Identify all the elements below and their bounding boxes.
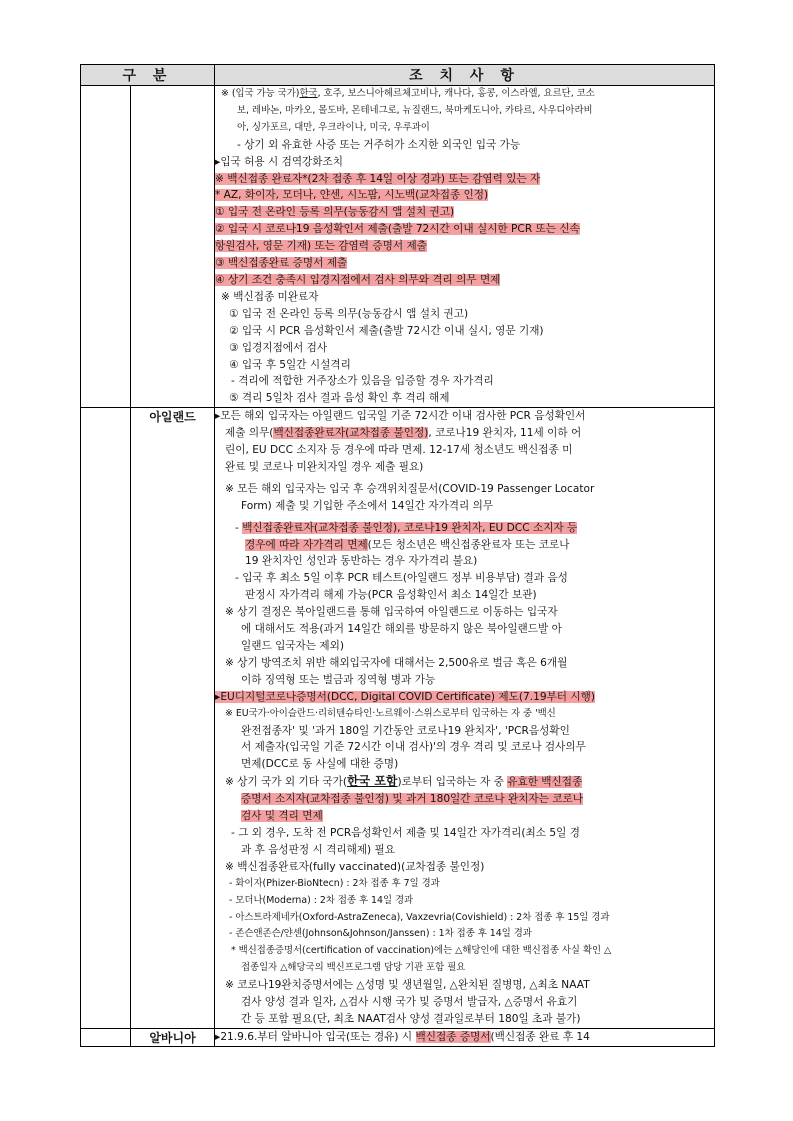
text-line [215, 408, 714, 425]
text-segment: - 상기 외 유효한 사증 또는 거주허가 소지한 외국인 입국 가능 [237, 138, 521, 151]
text-line [215, 255, 714, 272]
text-line [215, 842, 714, 859]
text-segment: ※ 상기 국가 외 기타 국가( [225, 776, 347, 789]
text-line [215, 1011, 714, 1028]
text-segment: , 호주, 보스니아헤르체고비나, 캐나다, 홍콩, 이스라엘, 요르단, 코소 [317, 88, 595, 99]
text-segment: 린이, EU DCC 소지자 등 경우에 따라 면제. 12-17세 청소년도 백신접종 미 [225, 444, 573, 457]
text-line [215, 221, 714, 238]
text-segment: 일랜드 입국자는 제외) [241, 640, 344, 652]
header-category: 구 분 [81, 65, 215, 86]
text-segment: ▸입국 허용 시 검역강화조치 [215, 155, 343, 168]
highlighted-text: ▸EU디지털코로나증명서(DCC, Digital COVID Certificate) 제도(7.19부터 시행) [215, 690, 596, 703]
text-line [215, 943, 714, 960]
text-segment: 면제(DCC로 동 사실에 대한 증명) [241, 758, 399, 771]
text-segment: - 그 외 경우, 도착 전 PCR음성확인서 제출 및 14일간 자가격리(최소 5일 경 [231, 826, 580, 839]
text-segment: 한국 포함 [346, 774, 398, 789]
text-segment: - [235, 521, 243, 534]
text-line [215, 672, 714, 689]
text-segment: - 모더나(Moderna) : 2차 접종 후 14일 경과 [229, 894, 414, 906]
text-segment: Form) 제출 및 기입한 주소에서 14일간 자가격리 의무 [241, 499, 494, 512]
country-cell [131, 86, 215, 408]
text-segment: ※ (입국 가능 국가) [221, 88, 300, 99]
text-line [215, 154, 714, 171]
country-cell: 아일랜드 [131, 408, 215, 1029]
text-line [215, 587, 714, 604]
text-segment: ② 입국 시 PCR 음성확인서 제출(출발 72시간 이내 실시, 영문 기재) [229, 324, 544, 337]
highlighted-text: 증명서 소지자(교차접종 불인정) 및 과거 180일간 코로나 완치자는 코로나 [241, 793, 583, 806]
highlighted-text: * AZ, 화이자, 모더나, 얀센, 시노팜, 시노백(교차접종 인정) [215, 189, 489, 202]
table-row [81, 408, 715, 1029]
text-line [215, 520, 714, 537]
text-line [215, 137, 714, 154]
text-segment: ※ 모든 해외 입국자는 입국 후 승객위치질문서(COVID-19 Passenger Locator [225, 482, 595, 495]
table-row [81, 1028, 715, 1046]
blank-cell [81, 1028, 131, 1046]
text-segment: (백신접종 완료 후 14 [490, 1030, 590, 1043]
text-line [215, 340, 714, 357]
highlighted-text: ※ 백신접종 완료자*(2차 접종 후 14일 이상 경과) 또는 감염력 있는 자 [215, 172, 541, 185]
highlighted-text: ③ 백신접종완료 증명서 제출 [215, 257, 348, 270]
text-line [215, 204, 714, 221]
blank-cell [81, 86, 131, 408]
text-segment: ④ 입국 후 5일간 시설격리 [229, 358, 351, 371]
text-line [215, 621, 714, 638]
text-line [215, 357, 714, 374]
highlighted-text: ① 입국 전 온라인 등록 의무(능동감시 앱 설치 권고) [215, 206, 455, 219]
text-line [215, 171, 714, 188]
text-line [215, 739, 714, 756]
text-segment: ▸모든 해외 입국자는 아일랜드 입국일 기준 72시간 이내 검사한 PCR 음성확인서 [215, 410, 586, 423]
text-line [215, 498, 714, 515]
text-line [215, 425, 714, 442]
text-line [215, 390, 714, 407]
text-line [215, 893, 714, 910]
text-segment: ⑤ 격리 5일차 검사 결과 음성 확인 후 격리 해제 [229, 392, 450, 405]
text-line [215, 859, 714, 876]
highlighted-text: 유효한 백신접종 [507, 776, 583, 789]
text-line [215, 960, 714, 977]
highlighted-text: 백신접종완료자(교차접종 불인정) [273, 427, 429, 440]
text-segment: 에 대해서도 적용(과거 14일간 해외를 방문하지 않은 북아일랜드발 아 [241, 623, 562, 636]
text-line [215, 537, 714, 554]
text-segment: - 존슨앤존슨/얀센(Johnson&Johnson/Janssen) : 1차 접종 후 14일 경과 [229, 928, 532, 940]
text-segment: 완료 및 코로나 미완치자일 경우 제출 필요) [225, 460, 424, 473]
measures-cell [215, 1028, 715, 1046]
text-segment: 제출 의무( [225, 427, 274, 440]
text-line [215, 638, 714, 655]
text-segment: 간 등 포함 필요(단, 최초 NAAT검사 양성 결과일로부터 180일 초과 불가) [241, 1012, 581, 1025]
text-segment: ※ 백신접종완료자(fully vaccinated)(교차접종 불인정) [225, 860, 485, 873]
text-segment: ③ 입경지점에서 검사 [229, 341, 328, 354]
text-line [215, 86, 714, 103]
text-line [215, 689, 714, 706]
table-row [81, 86, 715, 408]
text-line [215, 791, 714, 808]
text-segment: ※ EU국가·아이슬란드·리히텐슈타인·노르웨이·스위스로부터 입국하는 자 중 '백신 [225, 707, 556, 719]
text-segment: 검사 양성 결과 일자, △검사 시행 국가 및 증명서 발급자, △증명서 유효기 [241, 996, 578, 1009]
text-segment: )로부터 입국하는 자 중 [397, 776, 508, 789]
text-segment: * 백신접종증명서(certification of vaccination)에는 △해당인에 대한 백신접종 사실 확인 △ [231, 945, 612, 957]
text-segment: , 코로나19 완치자, 11세 이하 어 [428, 427, 582, 440]
text-line [215, 808, 714, 825]
highlighted-text: ② 입국 시 코로나19 음성확인서 제출(출발 72시간 이내 실시한 PCR 또는 신속 [215, 223, 580, 236]
text-line [215, 706, 714, 723]
text-segment: 판정시 자가격리 해제 가능(PCR 음성확인서 최소 14일간 보관) [245, 589, 537, 602]
text-segment: - 화이자(Phizer-BioNtecn) : 2차 접종 후 7일 경과 [229, 877, 440, 889]
highlighted-text: 항원검사, 영문 기재) 또는 감염력 증명서 제출 [215, 240, 427, 253]
text-line [215, 910, 714, 927]
text-line [215, 773, 714, 791]
text-line [215, 289, 714, 306]
header-measures: 조 치 사 항 [215, 65, 715, 86]
text-segment: ▸21.9.6.부터 알바니아 입국(또는 경유) 시 [215, 1030, 416, 1043]
text-line [215, 481, 714, 498]
text-line [215, 238, 714, 255]
highlighted-text: 백신접종완료자(교차접종 불인정), 코로나19 완치자, EU DCC 소지자 등 [242, 521, 578, 534]
text-segment: 과 후 음성판정 시 격리해제) 필요 [241, 843, 396, 856]
measures-cell [215, 86, 715, 408]
text-segment: - 입국 후 최소 5일 이후 PCR 테스트(아일랜드 정부 비용부담) 결과 음성 [235, 572, 568, 585]
country-cell: 알바니아 [131, 1028, 215, 1046]
highlighted-text: 검사 및 격리 면제 [241, 810, 323, 823]
highlighted-text: 경우에 따라 자가격리 면제 [245, 538, 368, 551]
text-line [215, 756, 714, 773]
text-segment: 접종일자 △해당국의 백신프로그램 담당 기관 포함 필요 [241, 962, 466, 974]
text-segment: ① 입국 전 온라인 등록 의무(능동감시 앱 설치 권고) [229, 307, 469, 320]
text-line [215, 655, 714, 672]
highlighted-text: ④ 상기 조건 충족시 입경지점에서 검사 의무와 격리 의무 면제 [215, 273, 501, 286]
text-line [215, 570, 714, 587]
highlighted-text: 백신접종 증명서 [415, 1030, 491, 1043]
text-segment: 완전접종자' 및 '과거 180일 기간동안 코로나19 완치자', 'PCR음성확인 [241, 724, 570, 737]
text-line [215, 120, 714, 137]
text-segment: 한국 [299, 88, 318, 99]
text-segment: (모든 청소년은 백신접종완료자 또는 코로나 [367, 538, 570, 551]
text-line [215, 103, 714, 120]
text-line [215, 187, 714, 204]
text-line [215, 926, 714, 943]
text-line [215, 459, 714, 476]
text-line [215, 272, 714, 289]
text-line [215, 442, 714, 459]
text-segment: ※ 코로나19완치증명서에는 △성명 및 생년월일, △완치된 질병명, △최초 NAAT [225, 979, 590, 992]
measures-table [80, 64, 715, 1047]
text-segment: - 아스트라제네카(Oxford-AstraZeneca), Vaxzevria(Covishield) : 2차 접종 후 15일 경과 [229, 911, 610, 923]
text-segment: 아, 싱가포르, 대만, 우크라이나, 미국, 우루과이 [237, 121, 430, 133]
text-line [215, 553, 714, 570]
text-line [215, 825, 714, 842]
text-segment: 서 제출자(입국일 기준 72시간 이내 검사)'의 경우 격리 및 코로나 검사의무 [241, 741, 586, 754]
text-line [215, 306, 714, 323]
text-segment: 보, 레바논, 마카오, 몰도바, 몬테네그로, 뉴질랜드, 북마케도니아, 카타르, 사우디아라비 [237, 104, 593, 116]
text-line [215, 876, 714, 893]
measures-cell [215, 408, 715, 1029]
blank-cell [81, 408, 131, 1029]
text-line [215, 604, 714, 621]
text-segment: ※ 상기 방역조치 위반 해외입국자에 대해서는 2,500유로 벌금 혹은 6개월 [225, 656, 568, 669]
text-segment: 이하 징역형 또는 벌금과 징역형 병과 가능 [241, 673, 436, 686]
text-line [215, 977, 714, 994]
text-segment: ※ 백신접종 미완료자 [221, 290, 319, 303]
text-line [215, 323, 714, 340]
text-line [215, 1029, 714, 1046]
text-segment: 19 완치자인 성인과 동반하는 경우 자가격리 불요) [245, 555, 478, 568]
text-line [215, 373, 714, 390]
table-header-row [81, 65, 715, 86]
text-line [215, 723, 714, 740]
text-segment: - 격리에 적합한 거주장소가 있음을 입증할 경우 자가격리 [231, 375, 494, 388]
text-segment: ※ 상기 결정은 북아일랜드를 통해 입국하여 아일랜드로 이동하는 입국자 [225, 606, 558, 619]
text-line [215, 994, 714, 1011]
